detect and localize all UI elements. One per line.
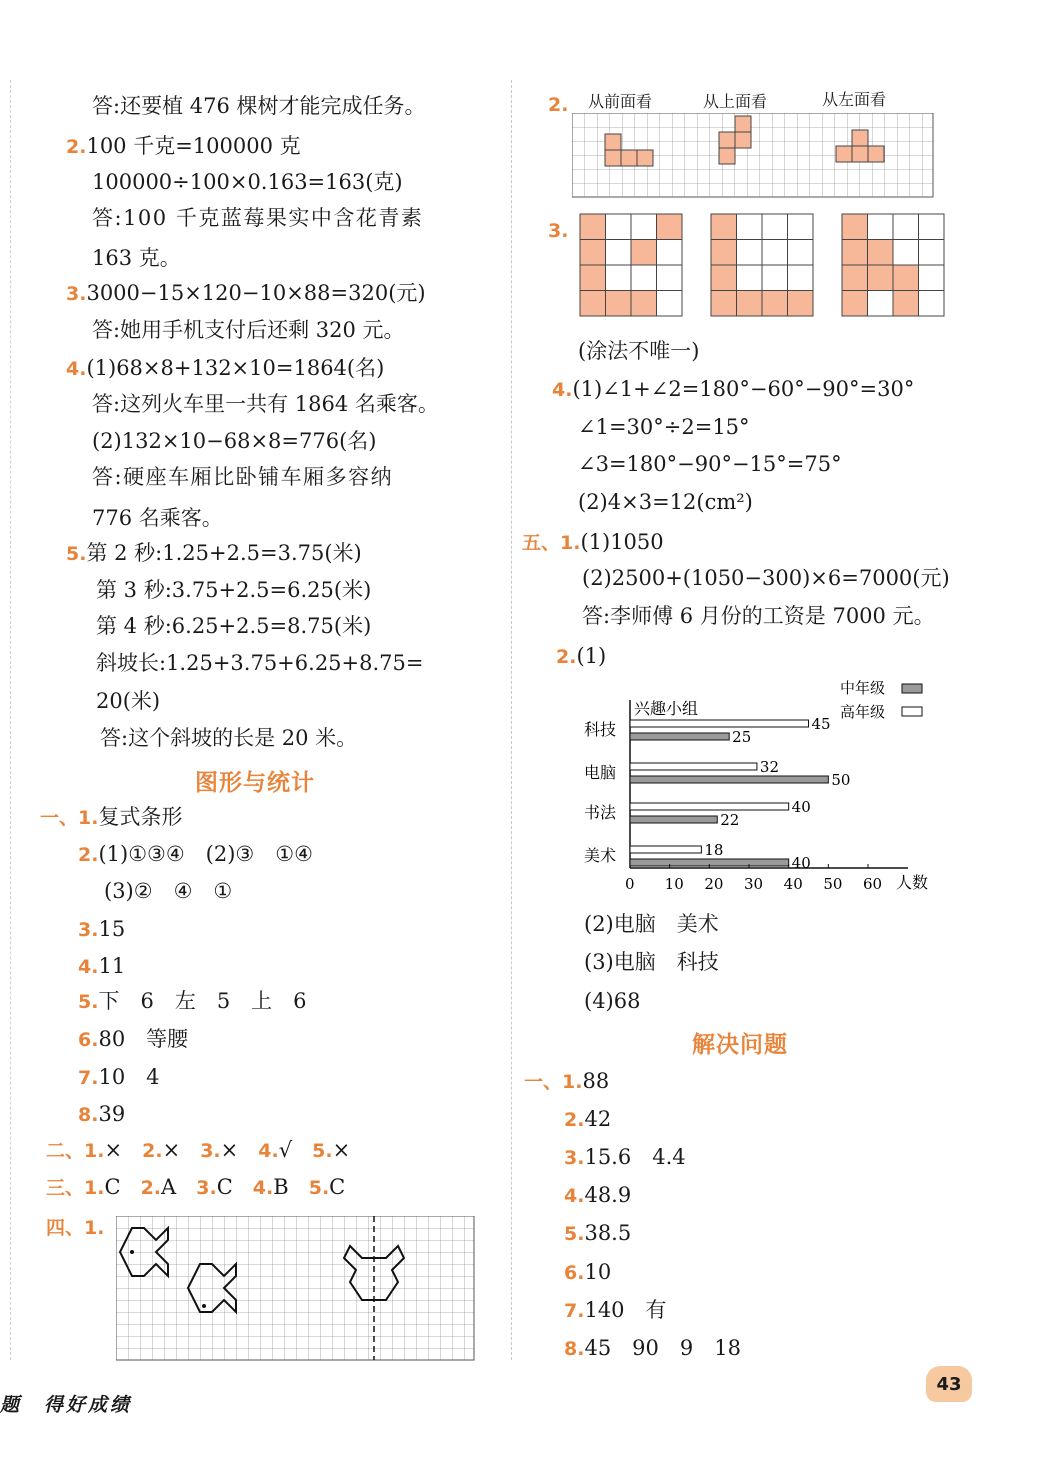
answer-line: (3)电脑 科技 — [584, 950, 719, 974]
answer-line: ∠3=180°−90°−15°=75° — [578, 452, 842, 476]
bar-high — [630, 803, 789, 810]
question-number: 3. — [548, 220, 569, 242]
question-number: 3. — [200, 1140, 221, 1162]
question-number: 3. — [78, 919, 99, 941]
question-number: 8. — [564, 1338, 585, 1360]
bar-high — [630, 763, 757, 770]
coloring-grids — [578, 212, 948, 320]
question-number: 4. — [66, 358, 87, 380]
answer-text: 88 — [582, 1069, 610, 1093]
answer-text: 38.5 — [584, 1221, 632, 1245]
coloring-grid-1 — [580, 214, 682, 316]
question-3 — [66, 280, 426, 307]
question-number: 3. — [66, 283, 87, 305]
answer-mark: × — [220, 1138, 239, 1162]
answer-line: ∠1=30°÷2=15° — [578, 415, 750, 439]
answer-line: (4)68 — [584, 989, 641, 1013]
answer-mark: C — [329, 1175, 346, 1199]
answer-line: 答:她用手机支付后还剩 320 元。 — [92, 318, 405, 342]
answer-mark: C — [104, 1175, 121, 1199]
answer-text: 复式条形 — [98, 805, 183, 829]
bar-high — [630, 720, 809, 727]
coloring-grid-2 — [711, 214, 813, 316]
bar-value-label: 32 — [759, 758, 780, 776]
question-number: 5. — [564, 1223, 585, 1245]
view-label-front: 从前面看 — [588, 92, 653, 111]
question-number: 6. — [564, 1262, 585, 1284]
category-label: 科技 — [584, 720, 617, 739]
item-1 — [40, 804, 182, 831]
answer-line: 第 3 秒:3.75+2.5=6.25(米) — [96, 578, 372, 602]
rotation-point — [202, 1304, 206, 1308]
answer-line: (1)1050 — [580, 530, 664, 554]
x-tick-label: 40 — [783, 875, 803, 893]
answer-line: (2)2500+(1050−300)×6=7000(元) — [582, 566, 950, 590]
q3-label — [548, 217, 568, 244]
note: (涂法不唯一) — [578, 339, 700, 363]
question-number: 2. — [564, 1109, 585, 1131]
question-number: 4. — [552, 379, 573, 401]
problem-5 — [564, 1220, 631, 1247]
answer-line: (2)132×10−68×8=776(名) — [92, 429, 377, 453]
answer-text: 10 4 — [98, 1065, 160, 1089]
chart-title: 兴趣小组 — [634, 699, 699, 718]
problem-7 — [564, 1297, 667, 1324]
question-number: 5. — [312, 1140, 333, 1162]
x-tick-label: 50 — [823, 875, 843, 893]
left-margin-line — [10, 80, 11, 1360]
item-8 — [78, 1101, 125, 1128]
view-label-left: 从左面看 — [822, 90, 887, 109]
legend-swatch-high — [902, 707, 922, 716]
answer-text: 15 — [98, 917, 126, 941]
answer-mark: A — [161, 1175, 177, 1199]
footer-slogan: 题 得好成绩 — [0, 1394, 133, 1416]
item-4 — [78, 953, 125, 980]
answer-line: 100000÷100×0.163=163(克) — [92, 170, 403, 194]
answer-mark: √ — [278, 1138, 293, 1162]
question-number: 2. — [140, 1177, 162, 1199]
answer-line: (1) — [576, 644, 607, 668]
bar-value-label: 45 — [811, 715, 831, 733]
bar-mid — [630, 816, 717, 823]
question-number: 4. — [78, 956, 99, 978]
question-number: 6. — [78, 1029, 99, 1051]
rotation-point — [130, 1250, 134, 1254]
page-number: 43 — [926, 1366, 972, 1402]
answer-mark: × — [162, 1138, 181, 1162]
question-5 — [66, 540, 362, 567]
answer-mark: C — [216, 1175, 233, 1199]
question-number: 5. — [78, 991, 99, 1013]
bar-value-label: 40 — [791, 798, 811, 816]
category-label: 美术 — [584, 846, 617, 865]
answer-line: 3000−15×120−10×88=320(元) — [86, 281, 426, 305]
question-5-1 — [522, 529, 664, 556]
question-number: 4. — [258, 1140, 279, 1162]
answer-mark: B — [273, 1175, 289, 1199]
problem-1 — [524, 1068, 609, 1095]
interest-group-bar-chart — [578, 676, 948, 898]
legend — [840, 679, 922, 721]
question-number: 7. — [564, 1300, 585, 1322]
question-number: 7. — [78, 1067, 99, 1089]
category-label: 书法 — [584, 803, 617, 822]
x-tick-label: 20 — [704, 875, 724, 893]
question-number: 一、1. — [40, 807, 99, 829]
section-label: 二、 — [46, 1140, 85, 1162]
question-number: 1. — [84, 1177, 105, 1199]
answer-line: 100 千克=100000 克 — [86, 134, 301, 158]
item-3 — [78, 916, 125, 943]
answer-line: (1)∠1+∠2=180°−60°−90°=30° — [572, 377, 915, 401]
answer-mark: × — [332, 1138, 351, 1162]
section-label: 三、 — [46, 1177, 85, 1199]
answer-line: 答:还要植 476 棵树才能完成任务。 — [92, 94, 426, 118]
question-2 — [66, 133, 301, 160]
answer-text: 140 有 — [584, 1298, 667, 1322]
answer-line: 20(米) — [96, 689, 161, 713]
answer-text: (1)①③④ (2)③ ①④ — [98, 842, 313, 866]
question-number: 3. — [196, 1177, 217, 1199]
answer-line: 答:硬座车厢比卧铺车厢多容纳 — [92, 465, 394, 489]
legend-label-mid: 中年级 — [840, 679, 886, 697]
question-number: 2. — [548, 94, 569, 116]
question-number: 2. — [78, 844, 99, 866]
question-number: 3. — [564, 1147, 585, 1169]
answer-text: (3)② ④ ① — [104, 879, 233, 903]
section-san — [46, 1174, 345, 1201]
answer-line: 776 名乘客。 — [92, 506, 223, 530]
answer-line: 答:100 千克蓝莓果实中含花青素 — [92, 206, 424, 230]
answer-text: 下 6 左 5 上 6 — [98, 989, 307, 1013]
bar-high — [630, 846, 701, 853]
x-tick-label: 30 — [744, 875, 764, 893]
question-number: 一、1. — [524, 1071, 583, 1093]
question-number: 1. — [84, 1140, 105, 1162]
answer-line: 第 2 秒:1.25+2.5=3.75(米) — [86, 541, 362, 565]
answer-text: 39 — [98, 1102, 126, 1126]
problem-8 — [564, 1335, 741, 1362]
answer-text: 45 90 9 18 — [584, 1336, 741, 1360]
answer-line: 答:这列火车里一共有 1864 名乘客。 — [92, 392, 439, 416]
answer-text: 10 — [584, 1260, 612, 1284]
x-axis-label: 人数 — [896, 873, 929, 892]
item-7 — [78, 1064, 160, 1091]
x-tick-label: 60 — [863, 875, 883, 893]
answer-text: 15.6 4.4 — [584, 1145, 686, 1169]
answer-line: (2)电脑 美术 — [584, 912, 719, 936]
question-4 — [66, 355, 384, 382]
answer-line: (2)4×3=12(cm²) — [578, 490, 753, 514]
symmetry-grid-figure — [116, 1216, 476, 1362]
category-label: 电脑 — [584, 763, 617, 782]
answer-line: 第 4 秒:6.25+2.5=8.75(米) — [96, 614, 372, 638]
question-number: 5. — [66, 543, 87, 565]
item-6 — [78, 1026, 188, 1053]
question-number: 2. — [556, 646, 577, 668]
section-si-label — [46, 1214, 104, 1241]
answer-mark: × — [104, 1138, 123, 1162]
legend-swatch-mid — [902, 684, 922, 693]
legend-label-high: 高年级 — [840, 703, 886, 721]
question-number: 4. — [564, 1185, 585, 1207]
answer-line: (1)68×8+132×10=1864(名) — [86, 356, 385, 380]
question-number: 8. — [78, 1104, 99, 1126]
section-title: 图形与统计 — [195, 770, 315, 796]
section-er — [46, 1137, 350, 1164]
answer-text: 48.9 — [584, 1183, 632, 1207]
x-tick-label: 10 — [664, 875, 684, 893]
problem-4 — [564, 1182, 631, 1209]
column-divider — [511, 80, 512, 1360]
bar-mid — [630, 776, 828, 783]
bar-value-label: 22 — [720, 811, 740, 829]
view-label-top: 从上面看 — [703, 92, 768, 111]
bar-value-label: 25 — [732, 728, 752, 746]
x-tick-label: 0 — [625, 875, 635, 893]
bar-value-label: 40 — [791, 854, 811, 872]
answer-text: 42 — [584, 1107, 612, 1131]
question-number: 五、1. — [522, 532, 581, 554]
item-2 — [78, 841, 313, 868]
answer-line: 斜坡长:1.25+3.75+6.25+8.75= — [96, 651, 424, 675]
bar-value-label: 18 — [704, 841, 724, 859]
question-4-right — [552, 376, 914, 403]
item-5 — [78, 988, 307, 1015]
question-number: 5. — [308, 1177, 330, 1199]
bar-mid — [630, 733, 729, 740]
answer-line: 163 克。 — [92, 246, 181, 270]
question-number: 4. — [252, 1177, 274, 1199]
bar-value-label: 50 — [831, 771, 851, 789]
three-views-grid — [572, 113, 935, 199]
problem-3 — [564, 1144, 686, 1171]
section-title: 解决问题 — [692, 1032, 788, 1058]
answer-text: 80 等腰 — [98, 1027, 189, 1051]
q2-label — [548, 91, 568, 118]
answer-text: 11 — [98, 954, 126, 978]
question-number: 2. — [142, 1140, 163, 1162]
question-5-2 — [556, 643, 606, 670]
answer-line: 答:李师傅 6 月份的工资是 7000 元。 — [582, 604, 935, 628]
answer-line: 答:这个斜坡的长是 20 米。 — [100, 726, 358, 750]
coloring-grid-3 — [842, 214, 944, 316]
grid — [116, 1216, 474, 1360]
question-number: 2. — [66, 136, 87, 158]
question-number: 四、1. — [46, 1217, 105, 1239]
problem-2 — [564, 1106, 611, 1133]
problem-6 — [564, 1259, 611, 1286]
